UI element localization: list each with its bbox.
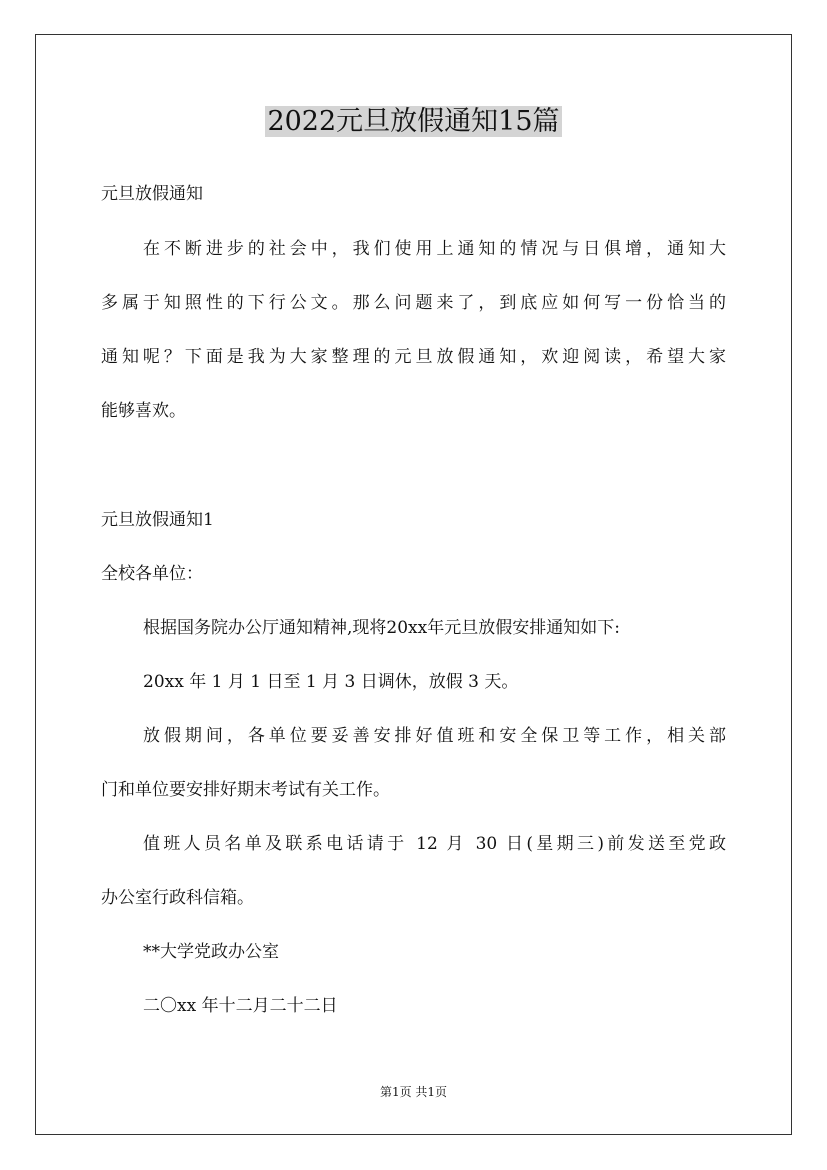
page-footer: 第1页 共1页 xyxy=(379,1085,448,1099)
section-heading: 元旦放假通知 xyxy=(101,184,203,204)
body-paragraph-3-line-2: 门和单位要安排好期末考试有关工作。 xyxy=(101,780,390,800)
intro-line-4: 能够喜欢。 xyxy=(101,401,186,421)
body-paragraph-4-line-2: 办公室行政科信箱。 xyxy=(101,888,254,908)
intro-line-3: 通知呢？下面是我为大家整理的元旦放假通知，欢迎阅读，希望大家 xyxy=(101,347,726,367)
body-paragraph-4-line-1: 值班人员名单及联系电话请于 12 月 30 日(星期三)前发送至党政 xyxy=(143,834,726,854)
intro-line-1: 在不断进步的社会中，我们使用上通知的情况与日俱增，通知大 xyxy=(143,239,726,259)
salutation: 全校各单位： xyxy=(101,564,203,584)
document-title-text: 2022元旦放假通知15篇 xyxy=(267,106,560,137)
body-paragraph-2: 20xx 年 1 月 1 日至 1 月 3 日调休，放假 3 天。 xyxy=(143,672,519,692)
signature: **大学党政办公室 xyxy=(143,942,279,962)
body-paragraph-3-line-1: 放假期间，各单位要妥善安排好值班和安全保卫等工作，相关部 xyxy=(143,726,726,746)
notice-heading: 元旦放假通知1 xyxy=(101,510,214,530)
date: 二〇xx 年十二月二十二日 xyxy=(143,996,338,1016)
intro-line-2: 多属于知照性的下行公文。那么问题来了，到底应如何写一份恰当的 xyxy=(101,293,726,313)
document-title xyxy=(0,103,827,141)
body-paragraph-1: 根据国务院办公厅通知精神,现将20xx年元旦放假安排通知如下: xyxy=(143,618,620,638)
